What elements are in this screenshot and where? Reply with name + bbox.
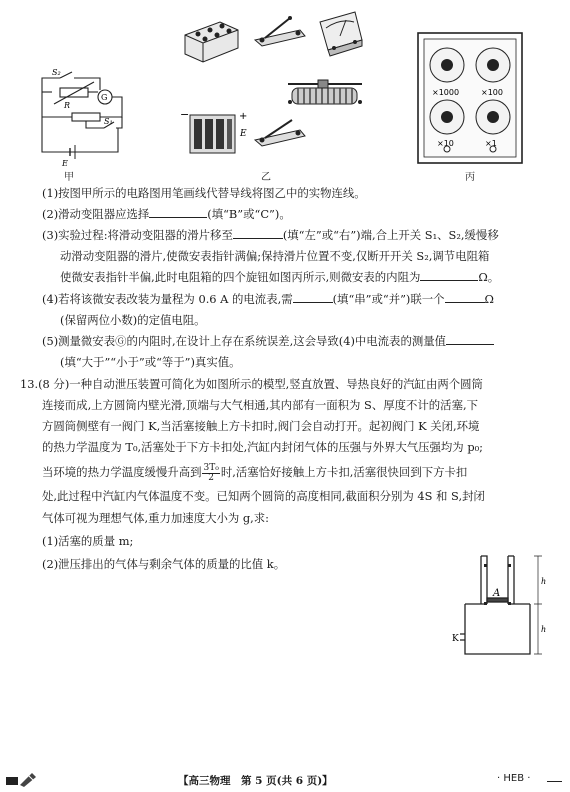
q12-part1: (1)按图甲所示的电路图用笔画线代替导线将图乙中的实物连线。 [42, 186, 366, 200]
q12-part3-unit: Ω。 [478, 270, 500, 284]
q13-line2: 连接而成,上方圆筒内壁光滑,顶端与大气相通,其内部有一面积为 S、厚度不计的活塞,下 [42, 398, 478, 412]
answer-blank [293, 291, 333, 303]
small-switch-image [255, 120, 305, 146]
microammeter-image [320, 12, 362, 56]
label-g: G [101, 93, 108, 102]
figure-label-jia: 甲 [64, 172, 74, 183]
q13-line4: 的热力学温度为 T₀,活塞处于下方卡扣处,汽缸内封闭气体的压强与外界大气压强均为 p₀; [42, 440, 484, 454]
q12-part5-line1 [42, 333, 494, 349]
q12-part3-text2: 使微安表指针半偏,此时电阻箱的四个旋钮如图丙所示,则微安表的内阻为 [60, 270, 421, 284]
height-label-lower: h [541, 625, 547, 634]
q13-line3: 方圆筒侧壁有一阀门 K,当活塞接触上方卡扣时,阀门会自动打开。起初阀门 K 关闭,环境 [42, 419, 480, 433]
q12-part2-hint: (填“B”或“C”)。 [207, 207, 291, 221]
q13-line5-text: 当环境的热力学温度缓慢升高到 [42, 465, 202, 479]
resistor-box-image [185, 22, 238, 62]
answer-blank [420, 269, 478, 281]
q12-part3-line3 [60, 269, 499, 285]
fraction-numerator: 3T₀ [203, 462, 219, 473]
q13-sub1: (1)活塞的质量 m; [42, 534, 134, 548]
dial-label-100: ×100 [481, 88, 503, 97]
q12-part4-text: (4)若将该微安表改装为量程为 0.6 A 的电流表,需 [42, 292, 293, 306]
answer-blank [149, 206, 207, 218]
dial-label-1: ×1 [485, 139, 497, 148]
fraction-denominator: 2 [208, 472, 215, 483]
label-e: E [62, 159, 68, 168]
q12-part3-line2: 动滑动变阻器的滑片,使微安表指针满偏;保持滑片位置不变,仅断开开关 S₂,调节电阻箱 [60, 249, 490, 263]
dial-label-1000: ×1000 [432, 88, 460, 97]
piston-label: A [493, 588, 501, 599]
figures-area [0, 0, 570, 185]
cylinder-figure [450, 548, 550, 658]
q13-line5-text2: 时,活塞恰好接触上方卡扣,活塞很快回到下方卡扣 [220, 465, 468, 479]
valve-label: K [452, 634, 459, 644]
answer-blank [446, 333, 494, 345]
circuit-diagram-jia [42, 72, 122, 159]
label-r: R [64, 101, 71, 110]
q12-part4-line2: (保留两位小数)的定值电阻。 [60, 313, 206, 327]
height-label-upper: h [541, 577, 547, 586]
knife-switch-image [255, 16, 305, 46]
footer-page-info: 【高三物理 第 5 页(共 6 页)】 [178, 775, 333, 787]
dial-label-10: ×10 [437, 139, 454, 148]
answer-blank [233, 227, 283, 239]
q13-line5 [42, 461, 467, 483]
q13-sub2: (2)泄压排出的气体与剩余气体的质量的比值 k。 [42, 557, 286, 571]
battery-minus: − [180, 108, 190, 121]
q13-line6: 处,此过程中汽缸内气体温度不变。已知两个圆筒的高度相同,截面积分别为 4S 和 S,封闭 [42, 489, 485, 503]
fraction-3t0-over-2 [202, 464, 219, 483]
battery-pack-image [190, 115, 235, 153]
label-s1: S₁ [104, 117, 113, 126]
footer-code: · HEB · [497, 773, 531, 784]
battery-e: E [240, 129, 247, 139]
battery-plus: + [239, 111, 248, 122]
q13-line7: 气体可视为理想气体,重力加速度大小为 g,求: [42, 511, 270, 525]
q12-part2 [42, 206, 291, 222]
pencil-logo-icon [6, 771, 42, 787]
q12-part4-hint: (填“串”或“并”)联一个 [332, 292, 445, 306]
q12-part5-line2: (填“大于”“小于”或“等于”)真实值。 [60, 355, 241, 369]
q12-part5-text: (5)测量微安表Ⓖ的内阻时,在设计上存在系统误差,这会导致(4)中电流表的测量值 [42, 334, 447, 348]
figure-label-yi: 乙 [261, 172, 271, 183]
resistance-box-bing [418, 33, 522, 163]
answer-blank [445, 291, 485, 303]
q12-part2-text: (2)滑动变阻器应选择 [42, 207, 150, 221]
rheostat-image [288, 80, 362, 104]
q12-part4-line1 [42, 291, 494, 307]
footer-dash [547, 781, 562, 782]
q12-part3-hint: (填“左”或“右”)端,合上开关 S₁、S₂,缓慢移 [282, 228, 499, 242]
label-s2: S₂ [52, 68, 61, 77]
q12-part4-unit: Ω [484, 292, 494, 306]
q13-line1: 13.(8 分)一种自动泄压装置可简化为如图所示的模型,竖直放置、导热良好的汽缸由两个圆筒 [20, 377, 483, 391]
q12-part3-text: (3)实验过程:将滑动变阻器的滑片移至 [42, 228, 233, 242]
q12-part3-line1 [42, 227, 499, 243]
figure-label-bing: 丙 [465, 172, 475, 183]
